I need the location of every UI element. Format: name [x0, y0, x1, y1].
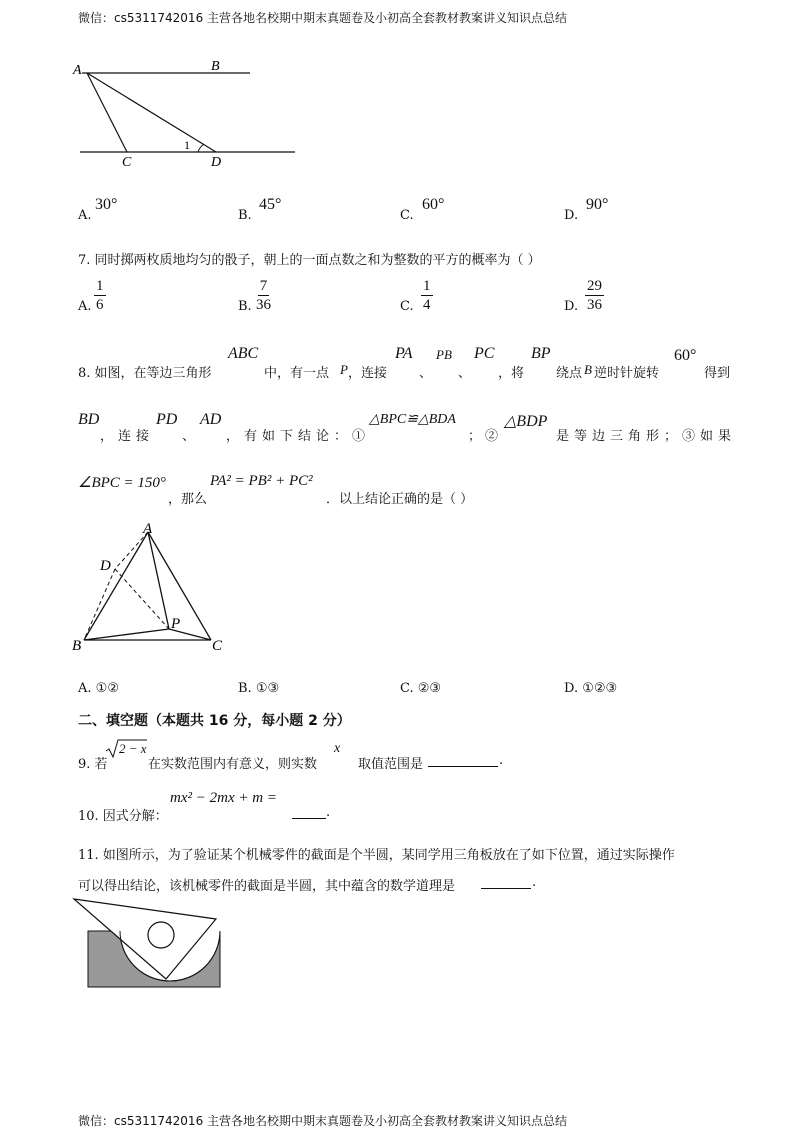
q8-option-b[interactable] [238, 681, 279, 696]
q8-option-a[interactable] [78, 681, 119, 696]
option-letter: B. [238, 299, 252, 314]
q8-text-3: ，连接 [348, 366, 388, 381]
q10-answer-blank[interactable] [292, 805, 326, 819]
q6-option-b-value: 45° [259, 196, 282, 213]
q8-rotation-angle: 60° [674, 347, 697, 364]
q8-math-ad: AD [200, 411, 222, 428]
fig1-label-d: D [211, 155, 222, 170]
option-letter: A. [78, 299, 92, 314]
q8-math-congruent: △BPC≌△BDA [369, 412, 456, 427]
sqrt-radicand: 2 − x [119, 741, 147, 756]
q11-line-2: 可以得出结论，该机械零件的截面是半圆，其中蕴含的数学道理是 [78, 879, 456, 894]
fig2-label-b: B [72, 638, 82, 654]
option-value: ①②③ [582, 681, 618, 696]
q6-option-b[interactable] [238, 208, 252, 223]
q6-option-a[interactable] [78, 208, 92, 223]
q8-text-10: ；② [468, 429, 503, 444]
fig1-label-b: B [211, 60, 220, 74]
q6-option-d[interactable] [564, 208, 578, 223]
option-letter: D. [564, 208, 579, 223]
q8-sep-3: 、 [182, 429, 196, 444]
q8-math-pa: PA [395, 345, 413, 362]
q7-option-c[interactable] [400, 299, 414, 314]
q8-text-1: 8. 如图，在等边三角形 [78, 366, 212, 381]
option-letter: C. [400, 299, 414, 314]
denominator: 36 [587, 297, 602, 313]
q8-text-9: ，有如下结论：① [226, 429, 371, 444]
q8-option-d[interactable] [564, 681, 617, 696]
q7-stem: 7. 同时掷两枚质地均匀的骰子，朝上的一面点数之和为整数的平方的概率为（ ） [78, 253, 541, 268]
q8-text-2: 中，有一点 [264, 366, 330, 381]
q7-option-b[interactable] [238, 299, 252, 314]
q7-option-a-fraction [94, 277, 106, 314]
q10-end: . [326, 805, 331, 820]
q7-option-d[interactable] [564, 299, 578, 314]
numerator: 7 [259, 278, 268, 294]
numerator: 29 [587, 278, 602, 294]
q7-option-d-fraction [585, 277, 604, 314]
q9-text-3: 取值范围是 [358, 757, 424, 772]
q8-text-12: ，那么 [168, 492, 208, 507]
q10-expression: mx² − 2mx + m = [170, 790, 277, 806]
option-letter: C. [400, 208, 414, 223]
option-value: ②③ [417, 681, 442, 696]
q7-option-b-fraction [256, 277, 271, 314]
q8-text-7: 得到 [704, 366, 731, 381]
numerator: 1 [96, 278, 104, 294]
option-value: ①③ [255, 681, 280, 696]
option-value: ①② [95, 681, 119, 696]
numerator: 1 [423, 278, 431, 294]
q8-math-abc: ABC [228, 345, 259, 362]
denominator: 6 [96, 297, 104, 313]
figure-equilateral-triangle [66, 520, 246, 655]
option-letter: A. [78, 208, 92, 223]
q9-text-1: 9. 若 [78, 757, 108, 772]
q8-text-11: 是等边三角形；③如果 [556, 429, 737, 444]
q6-option-c-value: 60° [422, 196, 445, 213]
q8-math-pb: PB [436, 347, 452, 362]
q8-text-4: ，将 [498, 366, 525, 381]
q8-math-bdp: △BDP [504, 413, 548, 430]
page-header: 微信：cs5311742016 主营各地名校期中期末真题卷及小初高全套教材教案讲义知识点总结 [78, 11, 568, 25]
q8-text-5: 绕点 [556, 366, 583, 381]
q8-option-c[interactable] [400, 681, 441, 696]
denominator: 36 [256, 297, 271, 313]
q9-end: . [499, 753, 504, 768]
q11-end: . [532, 875, 537, 890]
q11-line-1: 11. 如图所示，为了验证某个机械零件的截面是个半圆，某同学用三角板放在了如下位置，通过实际操作 [78, 848, 675, 863]
option-letter: C. [400, 681, 414, 696]
figure-semicircle-triangle [72, 896, 232, 991]
option-letter: B. [238, 681, 252, 696]
q8-math-equation: PA² = PB² + PC² [210, 473, 313, 489]
q8-point-b: B [584, 362, 592, 377]
page-footer: 微信：cs5311742016 主营各地名校期中期末真题卷及小初高全套教材教案讲义知识点总结 [78, 1114, 568, 1128]
figure-parallel-lines [70, 60, 310, 170]
fig1-label-c: C [122, 155, 132, 170]
q7-option-a[interactable] [78, 299, 92, 314]
q8-text-8: ，连接 [100, 429, 155, 444]
q8-sep-2: 、 [458, 366, 472, 381]
q6-option-a-value: 30° [95, 196, 118, 213]
q8-sep-1: 、 [419, 366, 433, 381]
q8-math-pd: PD [156, 411, 178, 428]
fig2-label-d: D [100, 558, 111, 574]
q10-text: 10. 因式分解： [78, 809, 168, 824]
q8-text-6: 逆时针旋转 [594, 366, 660, 381]
fig2-label-c: C [212, 638, 223, 654]
q11-answer-blank[interactable] [481, 875, 531, 889]
option-letter: A. [78, 681, 92, 696]
option-letter: D. [564, 681, 579, 696]
fig2-label-p: P [171, 616, 181, 632]
q8-math-pc: PC [474, 345, 495, 362]
q7-option-c-fraction [421, 277, 433, 314]
q9-text-2: 在实数范围内有意义，则实数 [148, 757, 318, 772]
q8-point-p: P [340, 362, 348, 377]
fig1-label-a: A [73, 63, 82, 78]
q9-answer-blank[interactable] [428, 753, 498, 767]
section-2-heading: 二、填空题（本题共 16 分，每小题 2 分） [78, 713, 351, 729]
fig1-angle-label: 1 [184, 138, 190, 152]
q9-variable-x: x [334, 741, 341, 756]
q6-option-d-value: 90° [586, 196, 609, 213]
denominator: 4 [423, 297, 431, 313]
q8-math-condition: ∠BPC = 150° [78, 475, 166, 491]
q8-text-13: ．以上结论正确的是（ ） [326, 492, 474, 507]
q6-option-c[interactable] [400, 208, 414, 223]
q8-math-bp: BP [531, 345, 551, 362]
fig2-label-a: A [143, 521, 153, 537]
option-letter: D. [564, 299, 579, 314]
q8-math-bd: BD [78, 411, 100, 428]
option-letter: B. [238, 208, 252, 223]
